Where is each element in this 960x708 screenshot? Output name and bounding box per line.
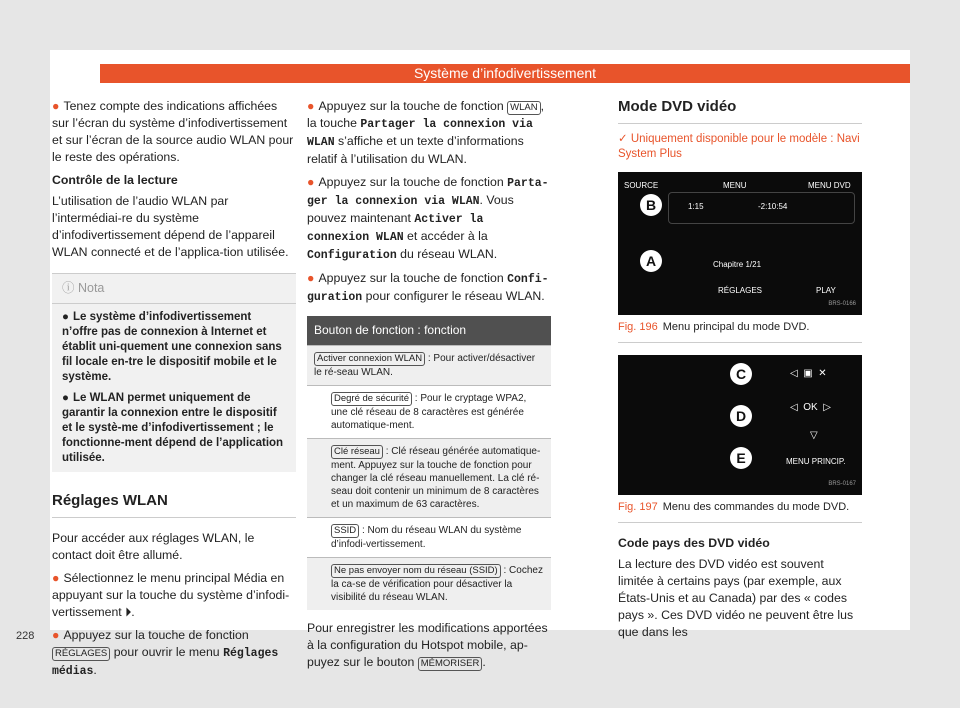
table-row: Clé réseau : Clé réseau générée automatique-ment. Appuyez sur la touche de fonction pour changer la clé réseau manuellement. La clé ré-seau doit contenir un minimum de 8 caractères et un maximum de 63 caractères. [307, 438, 551, 517]
table-header: Bouton de fonction : fonction [307, 316, 551, 345]
note-item: ● Le WLAN permet uniquement de garantir la connexion entre le dispositif et le systè-me d’infodivertissement ; le fonctionne-ment dépend de l’application utilisée. [62, 392, 284, 464]
callout-c: C [730, 363, 752, 385]
column-left [52, 98, 296, 686]
table-row: Activer connexion WLAN : Pour activer/désactiver le ré-seau WLAN. [307, 345, 551, 385]
manual-page [16, 50, 910, 678]
dvd-main-menu-figure: SOURCE MENU MENU DVD 1:15 -2:10:54 Chapitre 1/21 RÉGLAGES PLAY B A BRS-0166 [618, 172, 862, 315]
country-code-paragraph: La lecture des DVD vidéo est souvent limitée à certains pays (par exemple, aux États-Unis et au Canada) par des « codes pays ». Ces DVD vidéo ne peuvent être lus que dans les [618, 557, 854, 639]
subheading-country-codes: Code pays des DVD vidéo [618, 536, 770, 550]
page-header: Système d’infodivertissement [100, 64, 910, 83]
figure-caption: Fig. 197 Menu des commandes du mode DVD. [618, 495, 862, 523]
table-row: Degré de sécurité : Pour le cryptage WPA2, une clé réseau de 8 caractères est générée automatique-ment. [307, 385, 551, 438]
bullet-wlan-key: ● Appuyez sur la touche de fonction WLAN , la touche Partager la connexion via WLAN s’affiche et un texte d’informations relatif à l’utilisation du WLAN. [307, 99, 544, 166]
bullet-configuration: ● Appuyez sur la touche de fonction Confi-guration pour configurer le réseau WLAN. [307, 271, 549, 304]
note-box [52, 273, 296, 472]
callout-d: D [730, 405, 752, 427]
bullet-share-connection: ● Appuyez sur la touche de fonction Parta-ger la connexion via WLAN. Vous pouvez maintenant Activer la connexion WLAN et accéder à la Configuration du réseau WLAN. [307, 175, 549, 262]
table-row: Ne pas envoyer nom du réseau (SSID) : Cochez la ca-se de vérification pour désactiver la visibilité du réseau WLAN. [307, 557, 551, 610]
function-table [307, 316, 551, 610]
playback-paragraph: L’utilisation de l’audio WLAN par l’intermédiai-re du système d’infodivertissement dépend de l’appareil WLAN connecté et de l’applica-tion utilisée. [52, 194, 289, 259]
availability-note: ✓ Uniquement disponible pour le modèle : Navi System Plus [618, 133, 860, 160]
settings-button-label: RÉGLAGES [52, 647, 110, 661]
section-heading-dvd: Mode DVD vidéo [618, 98, 862, 124]
media-key-icon: ⏵ [125, 605, 132, 619]
table-row: SSID : Nom du réseau WLAN du système d’infodi-vertissement. [307, 517, 551, 557]
column-middle [307, 98, 551, 677]
callout-a: A [640, 250, 662, 272]
figure-caption: Fig. 196 Menu principal du mode DVD. [618, 315, 862, 343]
section-heading-wlan: Réglages WLAN [52, 492, 296, 518]
dvd-controls-figure: ◁ ▣ ✕ ◁ OK ▷ ▽ MENU PRINCIP. C D E BRS-0167 [618, 355, 862, 495]
note-title: ⓘ Nota [52, 274, 296, 304]
closing-paragraph: Pour enregistrer les modifications apportées à la configuration du Hotspot mobile, ap-puyez sur le bouton MÉMORISER . [307, 621, 548, 669]
bullet-media-menu: ● Sélectionnez le menu principal Média en appuyant sur la touche du système d’infodi-vertissement ⏵. [52, 571, 290, 619]
bullet-wlan-indications: ● Tenez compte des indications affichées sur l’écran du système d’infodivertissement et sur l’écran de la source audio WLAN pour le reste des opérations. [52, 99, 294, 164]
note-item: ● Le système d’infodivertissement n’offre pas de connexion à Internet et établit uni-quement une connexion sans fil locale en-tre le dispositif mobile et le système. [62, 311, 282, 383]
page-number: 228 [16, 630, 35, 642]
wlan-intro: Pour accéder aux réglages WLAN, le contact doit être allumé. [52, 531, 255, 562]
subheading-playback: Contrôle de la lecture [52, 173, 178, 187]
callout-e: E [730, 447, 752, 469]
bullet-settings: ● Appuyez sur la touche de fonction RÉGLAGES pour ouvrir le menu Réglages médias. [52, 628, 279, 678]
column-right [618, 98, 862, 647]
callout-b: B [640, 194, 662, 216]
